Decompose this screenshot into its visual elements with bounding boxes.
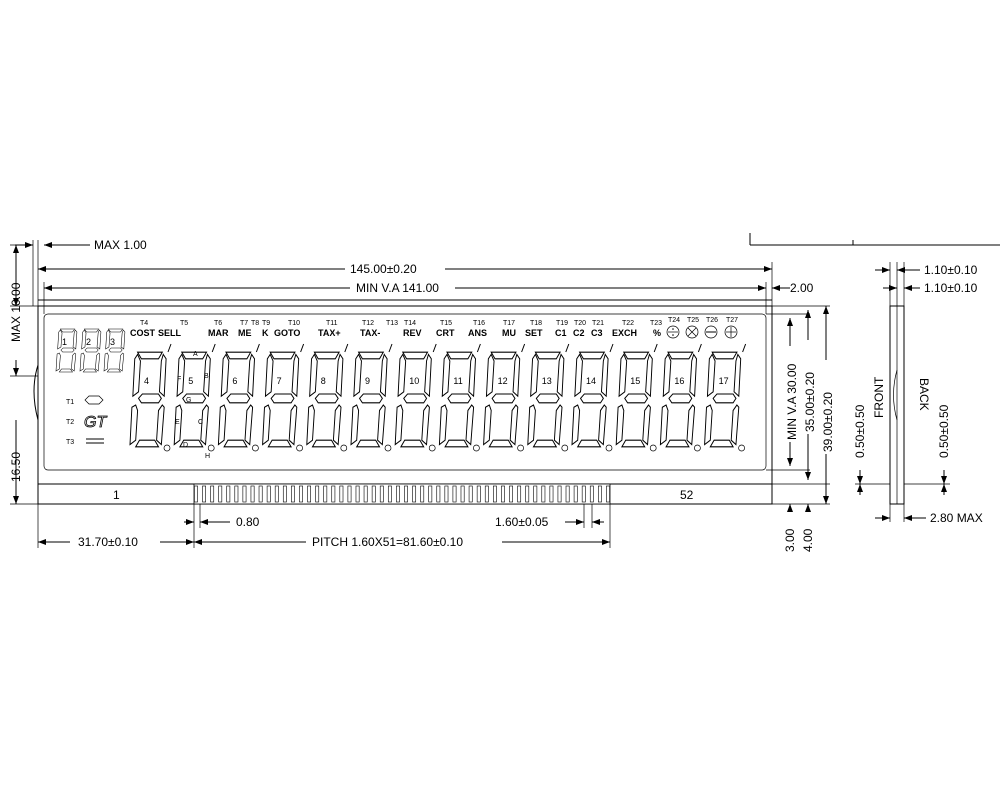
pin xyxy=(211,486,214,502)
pin xyxy=(364,486,367,502)
pin xyxy=(235,486,238,502)
pin xyxy=(493,486,496,502)
pin xyxy=(445,486,448,502)
big-digit-13 xyxy=(528,344,569,451)
word-c1: C1 xyxy=(555,328,567,338)
ann-t4: T4 xyxy=(140,320,149,327)
minus-circle-icon xyxy=(705,326,717,338)
word-set: SET xyxy=(525,328,543,338)
dim-min-va-width-text: MIN V.A 141.00 xyxy=(356,281,439,295)
ind-t2: T2 xyxy=(66,419,75,426)
annunciator-words xyxy=(130,326,737,338)
ind-t1: T1 xyxy=(66,399,75,406)
pin xyxy=(509,486,512,502)
ann-t10: T10 xyxy=(288,320,301,327)
dim-max-10-text: MAX 10.00 xyxy=(9,282,23,342)
ind-gt: GT xyxy=(84,414,107,431)
big-digit-label: 9 xyxy=(365,376,371,386)
pin xyxy=(566,486,569,502)
word-percent: % xyxy=(653,328,662,338)
pin xyxy=(283,486,286,502)
pin xyxy=(453,486,456,502)
decimal-point-icon xyxy=(429,445,435,451)
big-digit-8 xyxy=(307,344,348,451)
ann-t23: T23 xyxy=(650,320,663,327)
pin xyxy=(356,486,359,502)
dim-bottom-3-text: 3.00 xyxy=(783,528,797,552)
ann-t11: T11 xyxy=(326,320,338,327)
big-digit-label: 14 xyxy=(586,376,597,386)
hexagon-icon xyxy=(85,396,103,404)
pin xyxy=(542,486,545,502)
word-c2: C2 xyxy=(573,328,585,338)
ann-t5: T5 xyxy=(180,320,189,327)
pin xyxy=(267,486,270,502)
big-digit-17 xyxy=(705,344,746,451)
ann-t24: T24 xyxy=(668,317,681,324)
word-me: ME xyxy=(238,328,252,338)
big-digit-label: 8 xyxy=(320,376,326,386)
pin xyxy=(396,486,399,502)
pin xyxy=(437,486,440,502)
decimal-point-icon xyxy=(650,445,656,451)
big-digit-14 xyxy=(572,344,613,451)
side-max-text: 2.80 MAX xyxy=(930,511,983,525)
big-digit-label: 15 xyxy=(630,376,641,386)
decimal-point-icon xyxy=(385,445,391,451)
pin xyxy=(372,486,375,502)
dim-bottom-4-text: 4.00 xyxy=(801,528,815,552)
plus-circle-icon xyxy=(725,326,737,338)
big-digit-label: 12 xyxy=(497,376,508,386)
pin xyxy=(485,486,488,502)
seg-f: F xyxy=(177,376,182,383)
big-digit-9 xyxy=(351,344,392,451)
ann-t21: T21 xyxy=(592,320,605,327)
pin xyxy=(332,486,335,502)
dim-min-va-width xyxy=(44,281,766,314)
small-digit-2: 2 xyxy=(86,337,92,347)
dim-16-50-text: 16.50 xyxy=(9,451,23,482)
big-digit-label: 17 xyxy=(718,376,729,386)
dim-pitch-text: 1.60±0.05 xyxy=(495,515,549,529)
word-rev: REV xyxy=(403,328,422,338)
dim-right-verticals xyxy=(766,306,835,552)
decimal-point-icon xyxy=(341,445,347,451)
pin xyxy=(606,486,609,502)
word-tax-minus: TAX- xyxy=(360,328,381,338)
lcd-side-view xyxy=(853,262,983,525)
ann-t19: T19 xyxy=(556,320,569,327)
decimal-point-icon xyxy=(164,445,170,451)
dim-height-39-text: 39.00±0.20 xyxy=(821,392,835,452)
divide-circle-icon xyxy=(667,326,679,338)
big-digit-5 xyxy=(174,344,215,451)
pin xyxy=(550,486,553,502)
apostrophe-icon xyxy=(212,344,215,352)
pin xyxy=(574,486,577,502)
pin xyxy=(518,486,521,502)
dim-offset-text: 31.70±0.10 xyxy=(78,535,138,549)
annunciator-labels xyxy=(140,317,738,327)
pin xyxy=(299,486,302,502)
dim-edge-2 xyxy=(772,281,814,295)
decimal-point-icon xyxy=(297,445,303,451)
pin xyxy=(388,486,391,502)
pin xyxy=(243,486,246,502)
pin xyxy=(582,486,585,502)
pin-1-label: 1 xyxy=(113,488,120,502)
seg-g: G xyxy=(186,397,192,404)
side-front-dim-text: 0.50±0.50 xyxy=(853,404,867,458)
word-ans: ANS xyxy=(468,328,488,338)
ann-t9: T9 xyxy=(262,320,271,327)
pin xyxy=(590,486,593,502)
seg-d: D xyxy=(183,442,189,449)
side-back-dim-text: 0.50±0.50 xyxy=(937,404,951,458)
multiply-circle-icon xyxy=(686,326,698,338)
decimal-point-icon xyxy=(473,445,479,451)
ann-t17: T17 xyxy=(503,320,516,327)
decimal-point-icon xyxy=(208,445,214,451)
pin xyxy=(251,486,254,502)
pin xyxy=(324,486,327,502)
ann-t27: T27 xyxy=(726,317,739,324)
big-digit-label: 6 xyxy=(232,376,238,386)
side-dim-2-text: 1.10±0.10 xyxy=(924,281,978,295)
left-indicators xyxy=(66,396,107,446)
pin xyxy=(558,486,561,502)
side-front-label: FRONT xyxy=(872,376,886,418)
small-digit-3: 3 xyxy=(110,337,116,347)
pin xyxy=(404,486,407,502)
dim-overall-width-text: 145.00±0.20 xyxy=(350,262,417,276)
word-exch: EXCH xyxy=(612,328,638,338)
apostrophe-icon xyxy=(256,344,259,352)
big-digit-label: 13 xyxy=(541,376,552,386)
apostrophe-icon xyxy=(168,344,171,352)
side-dim-1-text: 1.10±0.10 xyxy=(924,263,978,277)
ann-t8: T8 xyxy=(251,320,260,327)
pin xyxy=(275,486,278,502)
ann-t15: T15 xyxy=(440,320,453,327)
decimal-point-icon xyxy=(739,445,745,451)
pin-52-label: 52 xyxy=(680,488,694,502)
decimal-point-icon xyxy=(252,445,258,451)
side-back-label: BACK xyxy=(917,378,931,411)
dim-max-10 xyxy=(9,245,38,342)
pin xyxy=(413,486,416,502)
pin xyxy=(340,486,343,502)
pin xyxy=(429,486,432,502)
ann-t22: T22 xyxy=(622,320,635,327)
apostrophe-icon xyxy=(698,344,701,352)
pin xyxy=(348,486,351,502)
ann-t26: T26 xyxy=(706,317,719,324)
top-right-frame xyxy=(750,233,1000,245)
pin xyxy=(534,486,537,502)
dim-max-1-text: MAX 1.00 xyxy=(94,238,147,252)
big-digit-7 xyxy=(263,344,304,451)
decimal-point-icon xyxy=(606,445,612,451)
big-digit-10 xyxy=(395,344,436,451)
dim-edge-2-text: 2.00 xyxy=(790,281,814,295)
pin xyxy=(501,486,504,502)
pin xyxy=(316,486,319,502)
word-mu: MU xyxy=(502,328,516,338)
big-digit-label: 5 xyxy=(188,376,194,386)
word-goto: GOTO xyxy=(274,328,301,338)
apostrophe-icon xyxy=(477,344,480,352)
big-digit-label: 11 xyxy=(453,376,463,386)
dim-16-50 xyxy=(9,360,38,504)
dim-bottom xyxy=(38,504,610,549)
pin xyxy=(526,486,529,502)
word-k: K xyxy=(262,328,269,338)
word-c3: C3 xyxy=(591,328,603,338)
big-digit-4 xyxy=(130,344,171,451)
dim-pin-width-text: 0.80 xyxy=(236,515,260,529)
apostrophe-icon xyxy=(610,344,613,352)
ann-t12: T12 xyxy=(362,320,375,327)
pin xyxy=(291,486,294,502)
seg-e: E xyxy=(175,419,180,426)
decimal-point-icon xyxy=(694,445,700,451)
word-mar: MAR xyxy=(208,328,229,338)
apostrophe-icon xyxy=(389,344,392,352)
small-digit-1: 1 xyxy=(62,337,68,347)
big-digit-label: 7 xyxy=(276,376,282,386)
word-sell: SELL xyxy=(158,328,182,338)
seg-h: H xyxy=(205,453,211,460)
ann-t6: T6 xyxy=(214,320,223,327)
dim-max-1 xyxy=(15,238,147,306)
big-digit-6 xyxy=(218,344,259,451)
seg-a: A xyxy=(193,351,198,358)
ann-t18: T18 xyxy=(530,320,543,327)
dim-height-35-text: 35.00±0.20 xyxy=(803,372,817,432)
dim-pitch-total-text: PITCH 1.60X51=81.60±0.10 xyxy=(312,535,464,549)
ann-t25: T25 xyxy=(687,317,700,324)
ann-t13: T13 xyxy=(386,320,399,327)
pin xyxy=(219,486,222,502)
pin xyxy=(202,486,205,502)
apostrophe-icon xyxy=(654,344,657,352)
ann-t7: T7 xyxy=(240,320,249,327)
apostrophe-icon xyxy=(345,344,348,352)
pin xyxy=(194,486,197,502)
big-digit-label: 4 xyxy=(144,376,150,386)
word-crt: CRT xyxy=(436,328,455,338)
apostrophe-icon xyxy=(522,344,525,352)
pin xyxy=(421,486,424,502)
pin xyxy=(477,486,480,502)
ind-t3: T3 xyxy=(66,439,75,446)
dim-min-va-height-text: MIN V.A 30.00 xyxy=(785,363,799,440)
ann-t14: T14 xyxy=(404,320,417,327)
apostrophe-icon xyxy=(743,344,746,352)
word-tax-plus: TAX+ xyxy=(318,328,341,338)
pin xyxy=(307,486,310,502)
ann-t20: T20 xyxy=(574,320,587,327)
pin xyxy=(461,486,464,502)
seg-c: C xyxy=(198,419,204,426)
big-digit-label: 16 xyxy=(674,376,685,386)
decimal-point-icon xyxy=(562,445,568,451)
big-digit-12 xyxy=(484,344,525,451)
pin-comb xyxy=(194,484,610,504)
big-digit-16 xyxy=(660,344,701,451)
pin xyxy=(227,486,230,502)
decimal-point-icon xyxy=(518,445,524,451)
pin xyxy=(469,486,472,502)
big-digit-15 xyxy=(616,344,657,451)
word-cost: COST xyxy=(130,328,156,338)
small-digit-group xyxy=(56,329,125,372)
big-digit-group xyxy=(130,344,746,451)
ann-t16: T16 xyxy=(473,320,486,327)
big-digit-11 xyxy=(439,344,480,451)
apostrophe-icon xyxy=(566,344,569,352)
pin xyxy=(380,486,383,502)
apostrophe-icon xyxy=(301,344,304,352)
pin xyxy=(259,486,262,502)
big-digit-label: 10 xyxy=(409,376,420,386)
seg-b: B xyxy=(204,373,209,380)
pin xyxy=(598,486,601,502)
apostrophe-icon xyxy=(433,344,436,352)
